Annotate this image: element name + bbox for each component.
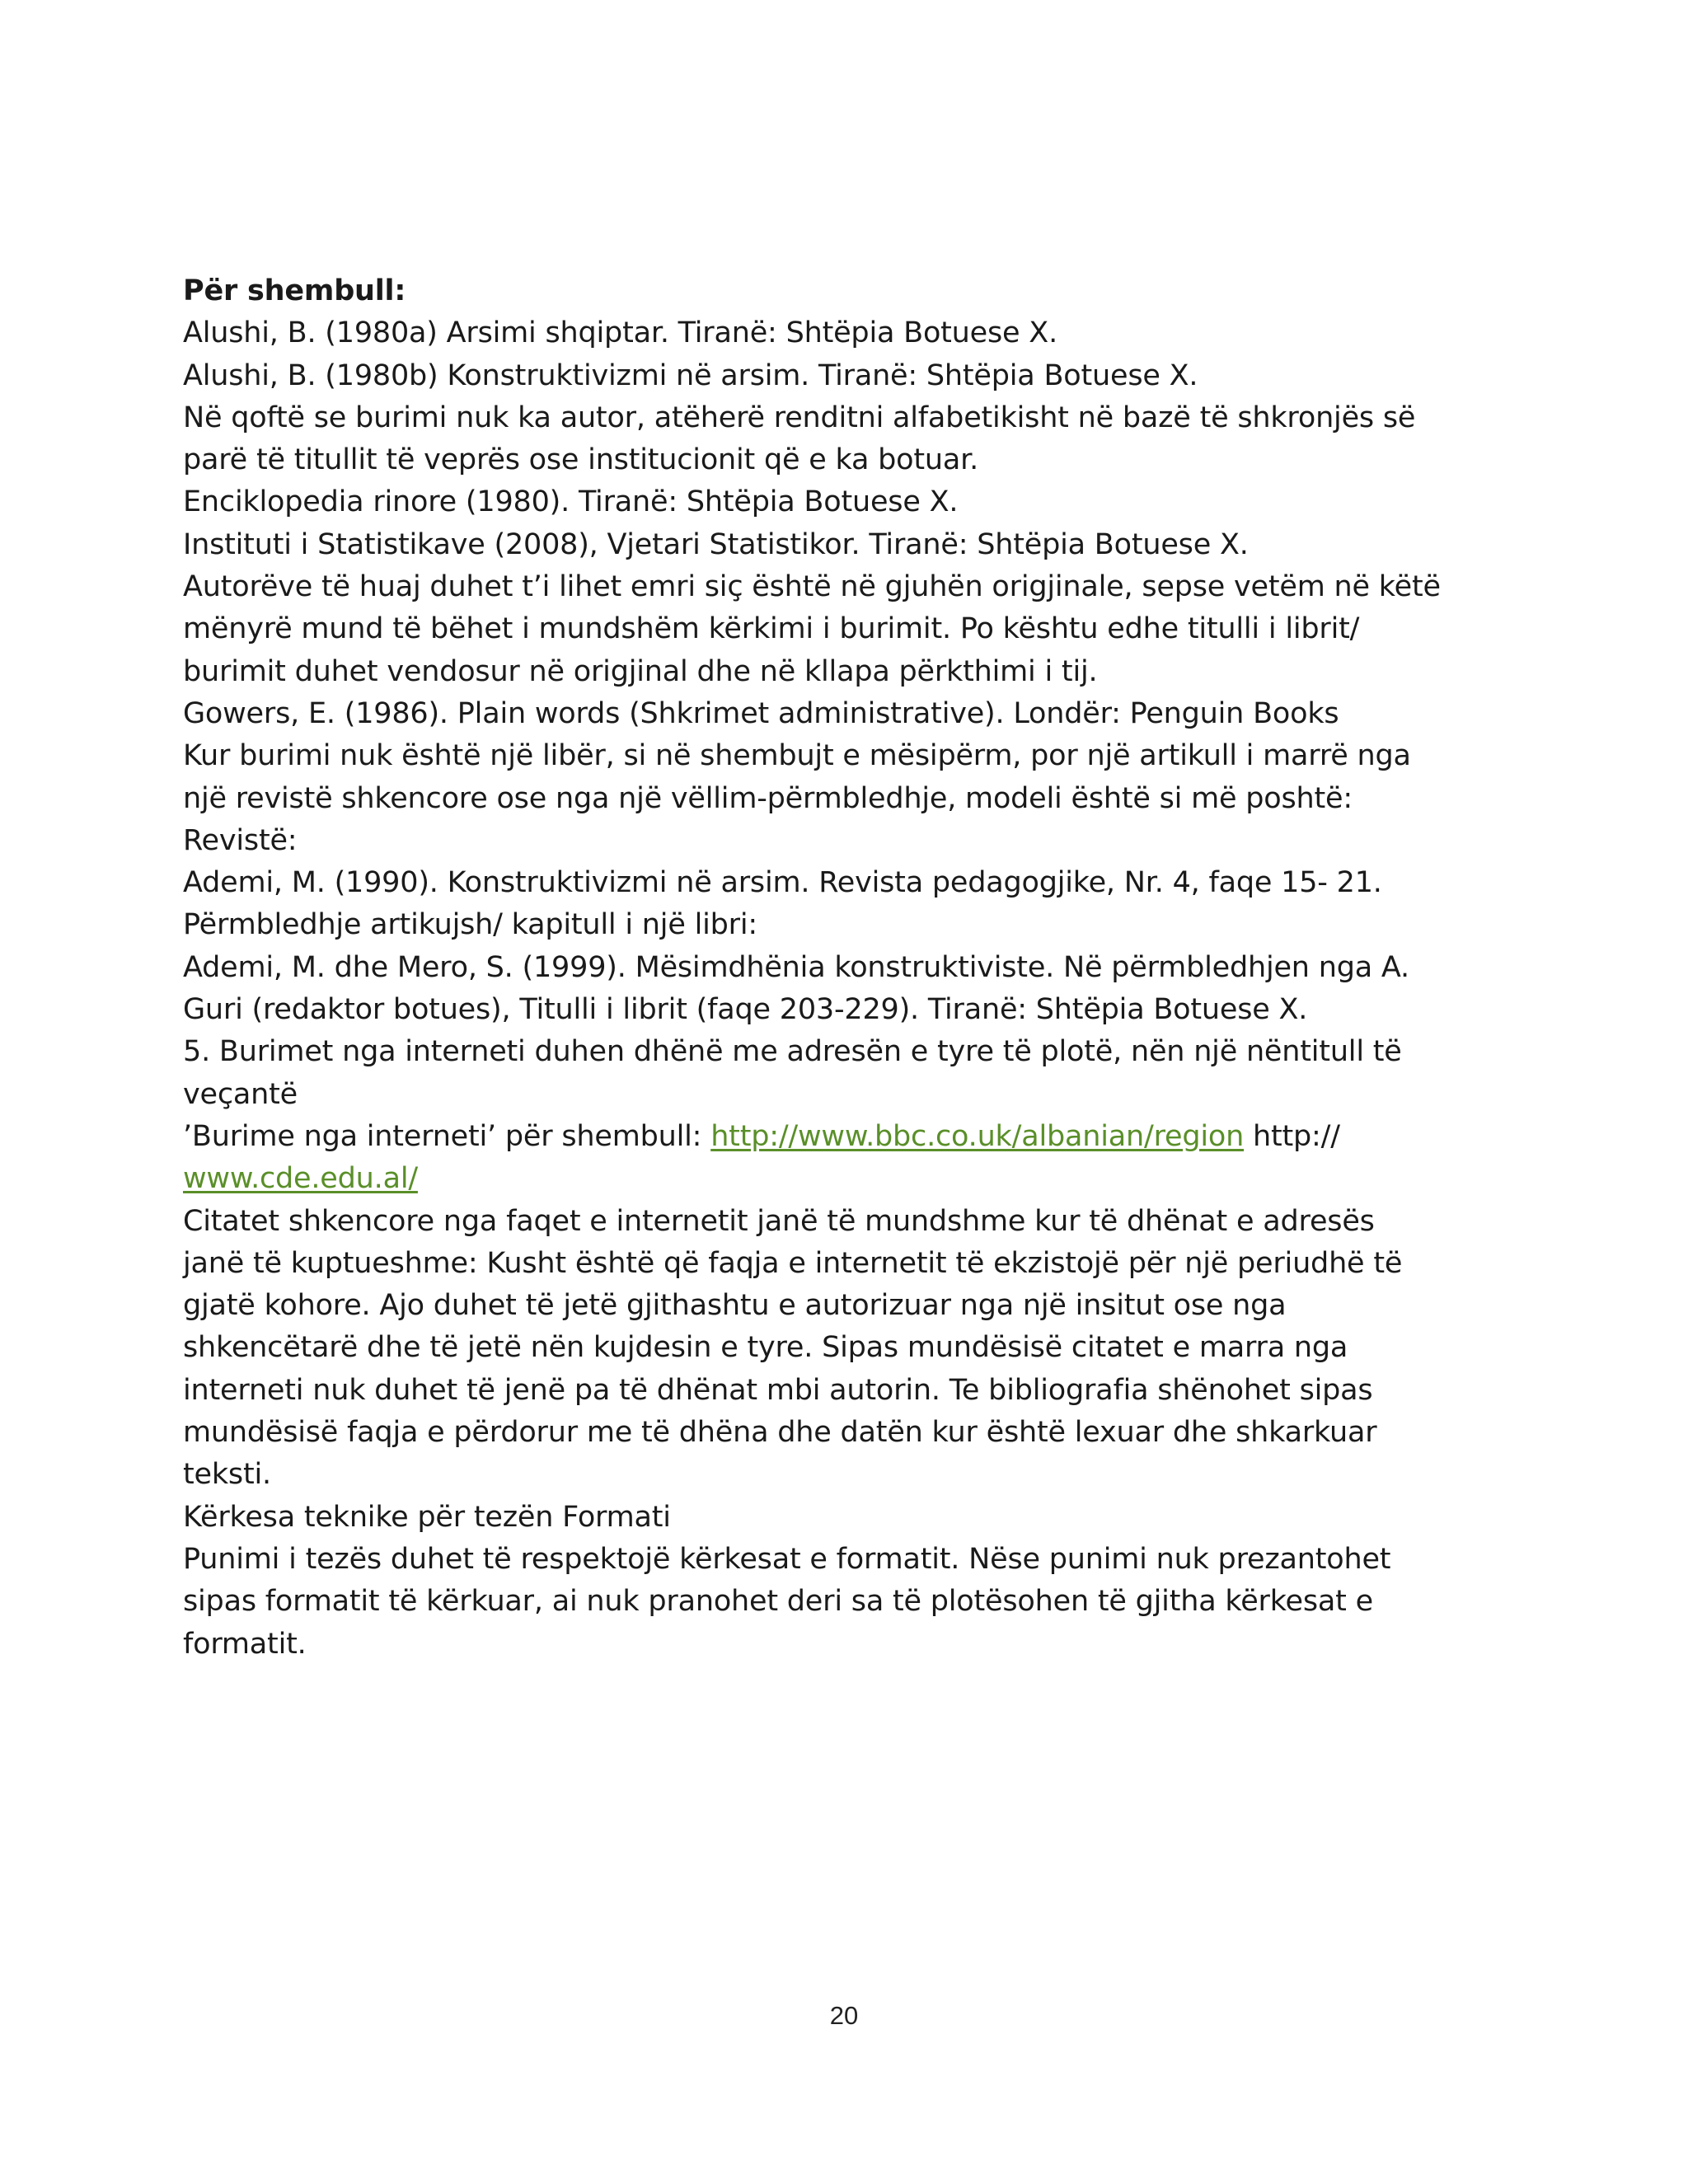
internet-sources-line bbox=[183, 1116, 1502, 1158]
text-line: burimit duhet vendosur në origjinal dhe në kllapa përkthimi i tij. bbox=[183, 654, 1098, 688]
cde-link[interactable]: www.cde.edu.al/ bbox=[183, 1162, 418, 1196]
text-line: Ademi, M. dhe Mero, S. (1999). Mësimdhënia konstruktiviste. Në përmbledhjen nga A. bbox=[183, 950, 1409, 984]
text-line: Autorëve të huaj duhet t’i lihet emri siç është në gjuhën origjinale, sepse vetëm në këtë bbox=[183, 570, 1441, 604]
text-line: Instituti i Statistikave (2008), Vjetari Statistikor. Tiranë: Shtëpia Botuese X. bbox=[183, 527, 1249, 561]
text-line: gjatë kohore. Ajo duhet të jetë gjithashtu e autorizuar nga një insitut ose nga bbox=[183, 1289, 1287, 1323]
text-line: Kur burimi nuk është një libër, si në shembujt e mësipërm, por një artikull i marrë nga bbox=[183, 739, 1411, 773]
text-line: Punimi i tezës duhet të respektojë kërkesat e formatit. Nëse punimi nuk prezantohet bbox=[183, 1542, 1391, 1576]
text-line: mundësisë faqja e përdorur me të dhëna dhe datën kur është lexuar dhe shkarkuar bbox=[183, 1416, 1377, 1450]
text-line: mënyrë mund të bëhet i mundshëm kërkimi i burimit. Po kështu edhe titulli i librit/ bbox=[183, 612, 1360, 646]
text-line: parë të titullit të veprës ose institucionit që e ka botuar. bbox=[183, 443, 979, 477]
text-line: Guri (redaktor botues), Titulli i librit (faqe 203-229). Tiranë: Shtëpia Botuese X. bbox=[183, 993, 1308, 1027]
text-line: formatit. bbox=[183, 1627, 307, 1661]
text-line: Gowers, E. (1986). Plain words (Shkrimet administrative). Londër: Penguin Books bbox=[183, 696, 1339, 730]
text-line: Citatet shkencore nga faqet e internetit janë të mundshme kur të dhënat e adresës bbox=[183, 1204, 1375, 1238]
text-line: Revistë: bbox=[183, 823, 298, 857]
text-line: janë të kuptueshme: Kusht është që faqja e internetit të ekzistojë për një periudhë të bbox=[183, 1246, 1403, 1280]
text-line: Në qoftë se burimi nuk ka autor, atëherë renditni alfabetikisht në bazë të shkronjës së bbox=[183, 401, 1416, 434]
internet-link-line bbox=[183, 1158, 1502, 1200]
text-line: shkencëtarë dhe të jetë nën kujdesin e tyre. Sipas mundësisë citatet e marra nga bbox=[183, 1331, 1348, 1365]
text-line: Përmbledhje artikujsh/ kapitull i një libri: bbox=[183, 908, 757, 942]
text-line: Ademi, M. (1990). Konstruktivizmi në arsim. Revista pedagogjike, Nr. 4, faqe 15- 21. bbox=[183, 866, 1382, 900]
section-heading: Për shembull: bbox=[183, 274, 406, 307]
text-line: Alushi, B. (1980a) Arsimi shqiptar. Tiranë: Shtëpia Botuese X. bbox=[183, 316, 1057, 350]
text-line: 5. Burimet nga interneti duhen dhënë me adresën e tyre të plotë, nën një nëntitull të bbox=[183, 1035, 1402, 1069]
text-line: Alushi, B. (1980b) Konstruktivizmi në arsim. Tiranë: Shtëpia Botuese X. bbox=[183, 359, 1198, 392]
internet-suffix: http:// bbox=[1244, 1119, 1340, 1153]
text-line: një revistë shkencore ose nga një vëllim-përmbledhje, modeli është si më poshtë: bbox=[183, 781, 1353, 815]
page-number: 20 bbox=[829, 2001, 859, 2030]
bbc-link[interactable]: http://www.bbc.co.uk/albanian/region bbox=[710, 1119, 1245, 1153]
internet-prefix: ’Burime nga interneti’ për shembull: bbox=[183, 1119, 711, 1153]
text-line: veçantë bbox=[183, 1077, 298, 1111]
text-line: Kërkesa teknike për tezën Formati bbox=[183, 1500, 671, 1534]
text-line: interneti nuk duhet të jenë pa të dhënat mbi autorin. Te bibliografia shënohet sipas bbox=[183, 1373, 1373, 1407]
text-line: Enciklopedia rinore (1980). Tiranë: Shtëpia Botuese X. bbox=[183, 485, 959, 519]
document-body bbox=[183, 270, 1502, 1666]
text-line: sipas formatit të kërkuar, ai nuk pranohet deri sa të plotësohen të gjitha kërkesat e bbox=[183, 1585, 1373, 1619]
text-line: teksti. bbox=[183, 1458, 271, 1492]
